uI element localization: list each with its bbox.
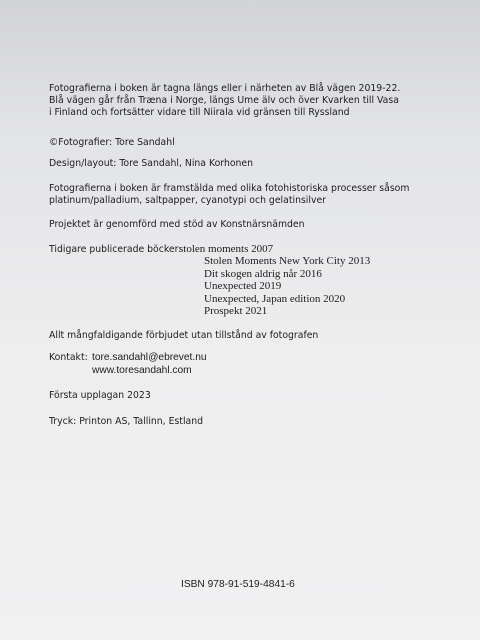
intro-paragraph	[49, 83, 400, 119]
processes-paragraph	[49, 183, 409, 207]
photographer-credit: ©Fotografier: Tore Sandahl	[49, 137, 175, 148]
book-title: Stolen Moments New York City 2013	[204, 255, 371, 267]
rights-notice: Allt mångfaldigande förbjudet utan tillstånd av fotografen	[49, 330, 319, 341]
book-title: Unexpected, Japan edition 2020	[204, 292, 346, 305]
book-title: stolen moments 2007	[179, 243, 274, 255]
intro-line: Blå vägen går från Træna i Norge, längs Ume älv och över Kvarken till Vasa	[49, 95, 399, 106]
book-title: Prospekt 2021	[204, 305, 268, 318]
book-title: Unexpected 2019	[204, 280, 282, 293]
contact-label: Kontakt:	[49, 352, 88, 363]
processes-line: platinum/palladium, saltpapper, cyanotypi och gelatinsilver	[49, 195, 327, 206]
design-credit: Design/layout: Tore Sandahl, Nina Korhonen	[49, 158, 254, 169]
support-note: Projektet är genomförd med stöd av Konstnärsnämden	[49, 219, 305, 230]
intro-line: Fotografierna i boken är tagna längs eller i närheten av Blå vägen 2019-22.	[49, 83, 401, 94]
processes-line: Fotografierna i boken är framstälda med olika fotohistoriska processer såsom	[49, 183, 410, 194]
intro-line: i Finland och fortsätter vidare till Niirala vid gränsen till Ryssland	[49, 107, 350, 118]
books-list	[204, 255, 370, 318]
book-title: Dit skogen aldrig når 2016	[204, 267, 322, 280]
edition-note: Första upplagan 2023	[49, 390, 151, 401]
books-label: Tidigare publicerade böcker:	[49, 244, 182, 255]
contact-website: www.toresandahl.com	[92, 365, 192, 376]
contact-email: tore.sandahl@ebrevet.nu	[92, 352, 207, 363]
isbn: ISBN 978-91-519-4841-6	[181, 579, 295, 590]
printer-note: Tryck: Printon AS, Tallinn, Estland	[49, 416, 204, 427]
